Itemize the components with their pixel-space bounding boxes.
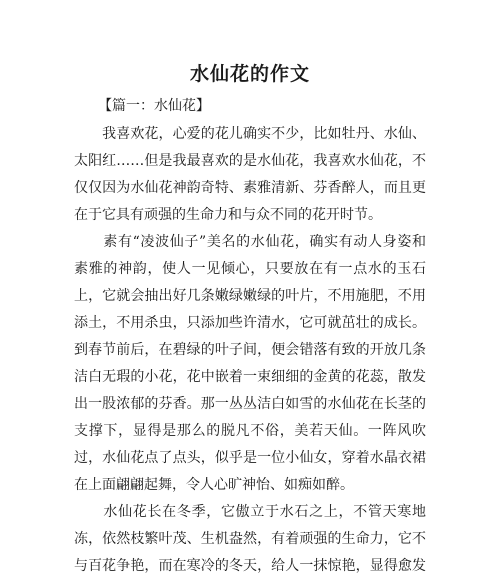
- section-heading: 【篇一：水仙花】: [98, 98, 210, 114]
- paragraph-line: 在于它具有顽强的生命力和与众不同的花开时节。: [74, 207, 382, 223]
- paragraph-line: 上，它就会抽出好几条嫩绿嫩绿的叶片，不用施肥，不用: [74, 288, 426, 304]
- paragraph-line: 支撑下，显得是那么的脱凡不俗，美若天仙。一阵风吹: [74, 423, 426, 439]
- paragraph-line: 到春节前后，在碧绿的叶子间，便会错落有致的开放几条: [74, 342, 426, 358]
- document-title: 水仙花的作文: [189, 63, 310, 85]
- paragraph-line: 添土，不用杀虫，只添加些许清水，它可就茁壮的成长。: [74, 315, 426, 331]
- paragraph-line: 在上面翩翩起舞，令人心旷神怡、如痴如醉。: [74, 477, 354, 493]
- paragraph-line: 太阳红……但是我最喜欢的是水仙花，我喜欢水仙花，不: [74, 153, 426, 169]
- paragraph-line: 我喜欢花，心爱的花儿确实不少，比如牡丹、水仙、: [74, 126, 426, 142]
- paragraph-line: 水仙花长在冬季，它傲立于水石之上，不管天寒地: [74, 504, 426, 520]
- paragraph-line: 仅仅因为水仙花神韵奇特、素雅清新、芬香醉人，而且更: [74, 180, 426, 196]
- paragraph-line: 素有“凌波仙子”美名的水仙花，确实有动人身姿和: [74, 234, 426, 250]
- paragraph-line: 过，水仙花点了点头，似乎是一位小仙女，穿着水晶衣裙: [74, 450, 426, 466]
- paragraph-line: 洁白无瑕的小花，花中嵌着一束细细的金黄的花蕊，散发: [74, 369, 426, 385]
- paragraph-line: 素雅的神韵，使人一见倾心，只要放在有一点水的玉石: [74, 261, 426, 277]
- paragraph-line: 与百花争艳，而在寒冷的冬天，给人一抹惊艳，显得愈发: [74, 558, 426, 574]
- paragraph-line: 冻，依然枝繁叶茂、生机盎然，有着顽强的生命力，它不: [74, 531, 426, 547]
- paragraph-line: 出一股浓郁的芬香。那一丛丛洁白如雪的水仙花在长茎的: [74, 396, 426, 412]
